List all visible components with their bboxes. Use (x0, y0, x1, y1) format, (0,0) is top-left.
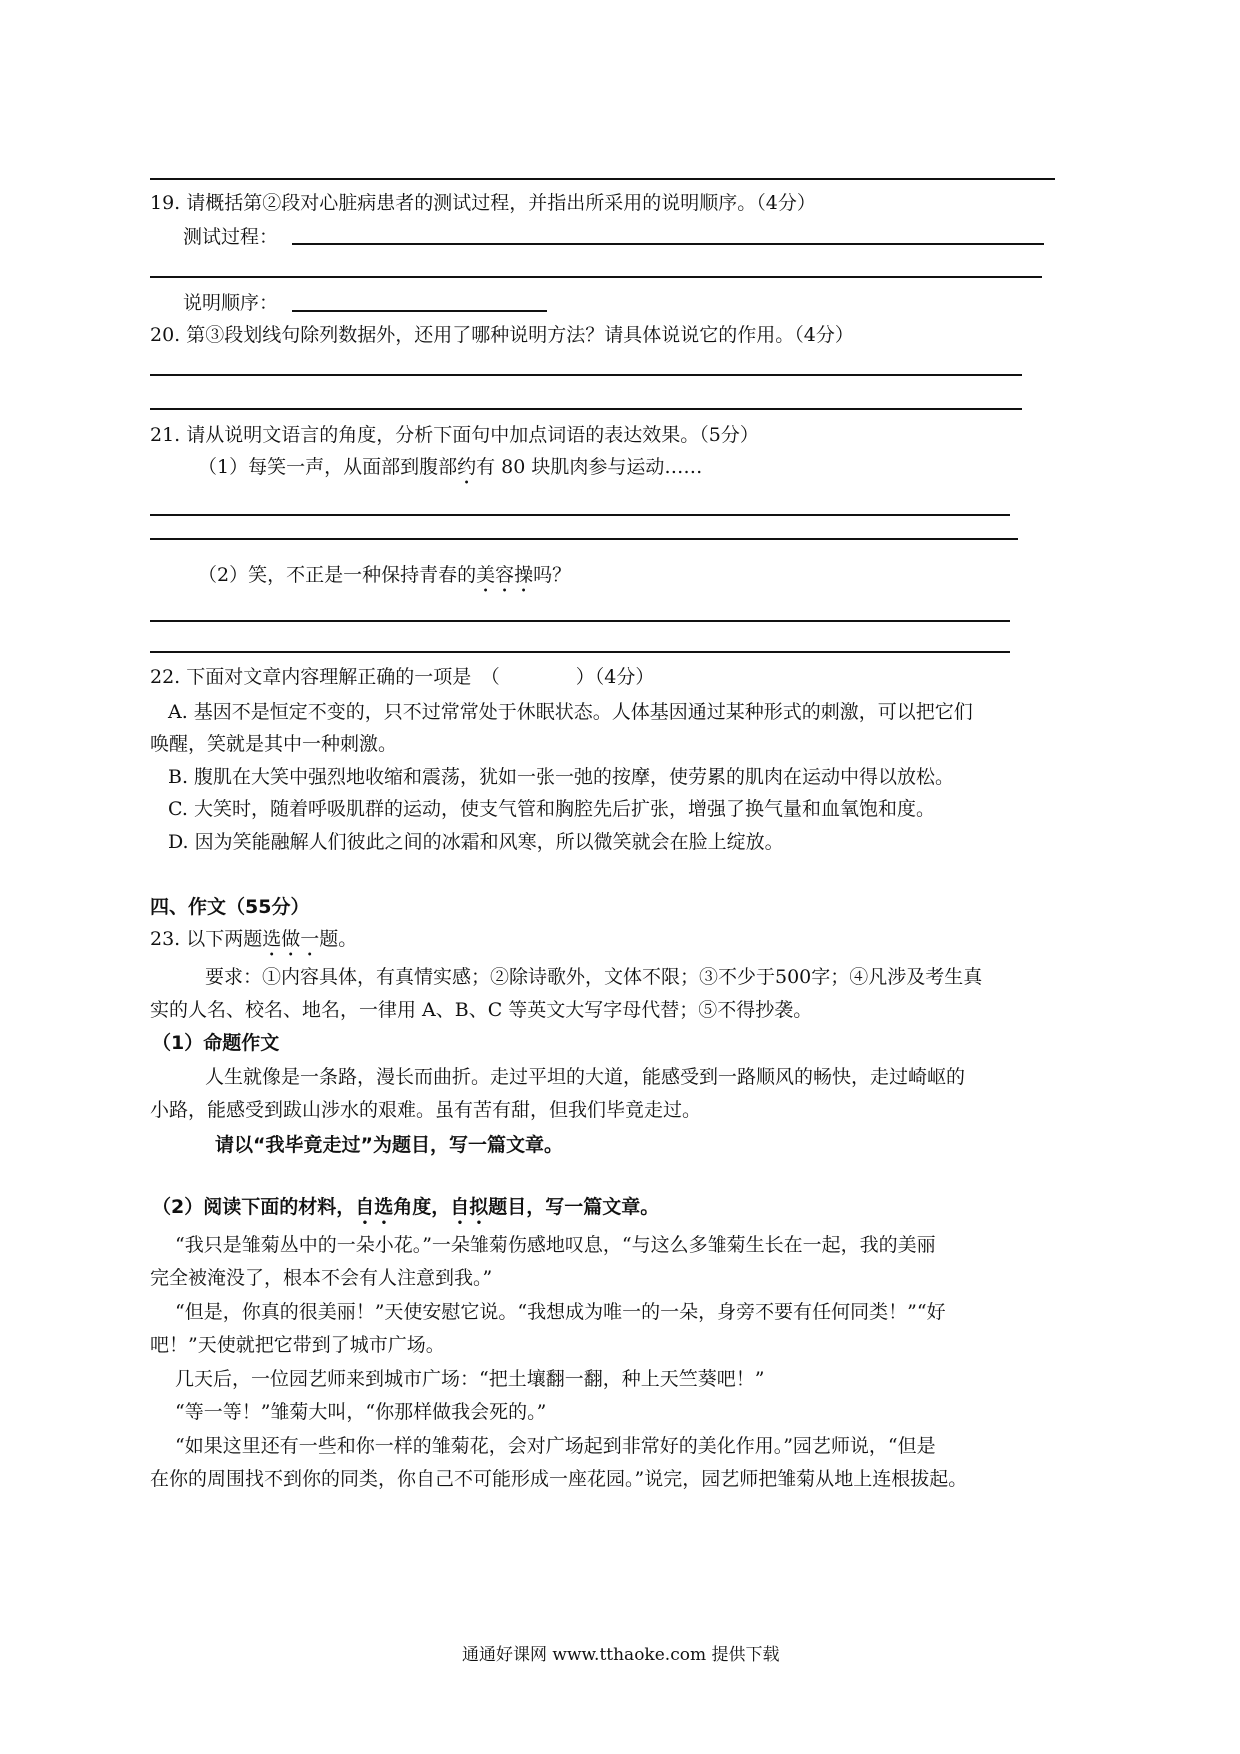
answer-line-process[interactable] (292, 243, 1044, 245)
story-line: “等一等！”雏菊大叫，“你那样做我会死的。” (175, 1401, 547, 1423)
story-line: “我只是雏菊丛中的一朵小花。”一朵雏菊伤感地叹息，“与这么多雏菊生长在一起，我的美丽 (175, 1234, 936, 1256)
question-19: 19. 请概括第②段对心脏病患者的测试过程，并指出所采用的说明顺序。（4分） (150, 192, 816, 214)
question-23 (150, 924, 357, 961)
answer-line (150, 178, 1055, 180)
option-b: B. 腹肌在大笑中强烈地收缩和震荡，犹如一张一弛的按摩，使劳累的肌肉在运动中得以放松。 (168, 766, 955, 788)
story-line: 在你的周围找不到你的同类，你自己不可能形成一座花园。”说完，园艺师把雏菊从地上连根拔起。 (150, 1468, 968, 1490)
item-text: 有 80 块肌肉参与运动…… (476, 456, 703, 478)
part-1-paragraph-cont: 小路，能感受到跋山涉水的艰难。虽有苦有甜，但我们毕竟走过。 (150, 1099, 702, 1121)
option-c: C. 大笑时，随着呼吸肌群的运动，使支气管和胸腔先后扩张，增强了换气量和血氧饱和度。 (168, 798, 935, 820)
dotted-word: 自选 (355, 1196, 394, 1218)
part-2-text: 角度， (393, 1196, 451, 1218)
dotted-word: 选做一 (262, 928, 320, 950)
answer-line[interactable] (150, 514, 1010, 516)
answer-line[interactable] (150, 374, 1022, 376)
answer-line[interactable] (150, 538, 1018, 540)
story-line: 几天后，一位园艺师来到城市广场：“把土壤翻一翻，种上天竺葵吧！” (175, 1368, 765, 1390)
q23-text: 23. 以下两题 (150, 928, 263, 950)
requirements-cont: 实的人名、校名、地名，一律用 A、B、C 等英文大写字母代替；⑤不得抄袭。 (150, 999, 813, 1021)
part-1-title: （1）命题作文 (152, 1032, 280, 1054)
part-1-prompt: 请以“我毕竟走过”为题目，写一篇文章。 (215, 1134, 563, 1156)
label-process: 测试过程： (183, 226, 279, 248)
question-21-item-1 (198, 452, 702, 489)
item-text: （1）每笑一声，从面部到腹部 (198, 456, 458, 478)
part-2-text: （2）阅读下面的材料， (152, 1196, 356, 1218)
item-text: （2）笑，不正是一种保持青春的 (198, 564, 477, 586)
page-footer: 通通好课网 www.tthaoke.com 提供下载 (462, 1645, 780, 1665)
answer-line[interactable] (150, 651, 1010, 653)
q23-text: 题。 (319, 928, 358, 950)
story-line: “但是，你真的很美丽！”天使安慰它说。“我想成为唯一的一朵，身旁不要有任何同类！”“好 (175, 1301, 946, 1323)
dotted-word: 自拟 (450, 1196, 489, 1218)
question-21-item-2 (198, 560, 571, 597)
label-order: 说明顺序： (183, 292, 279, 314)
option-d: D. 因为笑能融解人们彼此之间的冰霜和风寒，所以微笑就会在脸上绽放。 (168, 831, 784, 853)
dotted-word: 约 (457, 456, 477, 478)
story-line: 完全被淹没了，根本不会有人注意到我。” (150, 1267, 493, 1289)
story-line: “如果这里还有一些和你一样的雏菊花，会对广场起到非常好的美化作用。”园艺师说，“但是 (175, 1435, 936, 1457)
part-1-paragraph: 人生就像是一条路，漫长而曲折。走过平坦的大道，能感受到一路顺风的畅快，走过崎岖的 (205, 1066, 966, 1088)
option-a: A. 基因不是恒定不变的，只不过常常处于休眠状态。人体基因通过某种形式的刺激，可以把它们 (168, 701, 973, 723)
dotted-word: 美容操 (476, 564, 534, 586)
answer-line[interactable] (150, 276, 1042, 278)
answer-line-order[interactable] (292, 310, 547, 312)
option-a-cont: 唤醒，笑就是其中一种刺激。 (150, 733, 398, 755)
part-2-text: 题目，写一篇文章。 (488, 1196, 660, 1218)
story-line: 吧！”天使就把它带到了城市广场。 (150, 1334, 445, 1356)
question-20: 20. 第③段划线句除列数据外，还用了哪种说明方法？请具体说说它的作用。（4分） (150, 324, 854, 346)
answer-line[interactable] (150, 620, 1010, 622)
question-21: 21. 请从说明文语言的角度，分析下面句中加点词语的表达效果。（5分） (150, 424, 759, 446)
answer-line[interactable] (150, 408, 1022, 410)
item-text: 吗？ (533, 564, 572, 586)
section-title: 四、作文（55分） (150, 896, 310, 918)
part-2-title (152, 1192, 659, 1229)
requirements: 要求：①内容具体，有真情实感；②除诗歌外，文体不限；③不少于500字；④凡涉及考生真 (205, 966, 983, 988)
question-22: 22. 下面对文章内容理解正确的一项是 （ ）（4分） (150, 666, 655, 688)
